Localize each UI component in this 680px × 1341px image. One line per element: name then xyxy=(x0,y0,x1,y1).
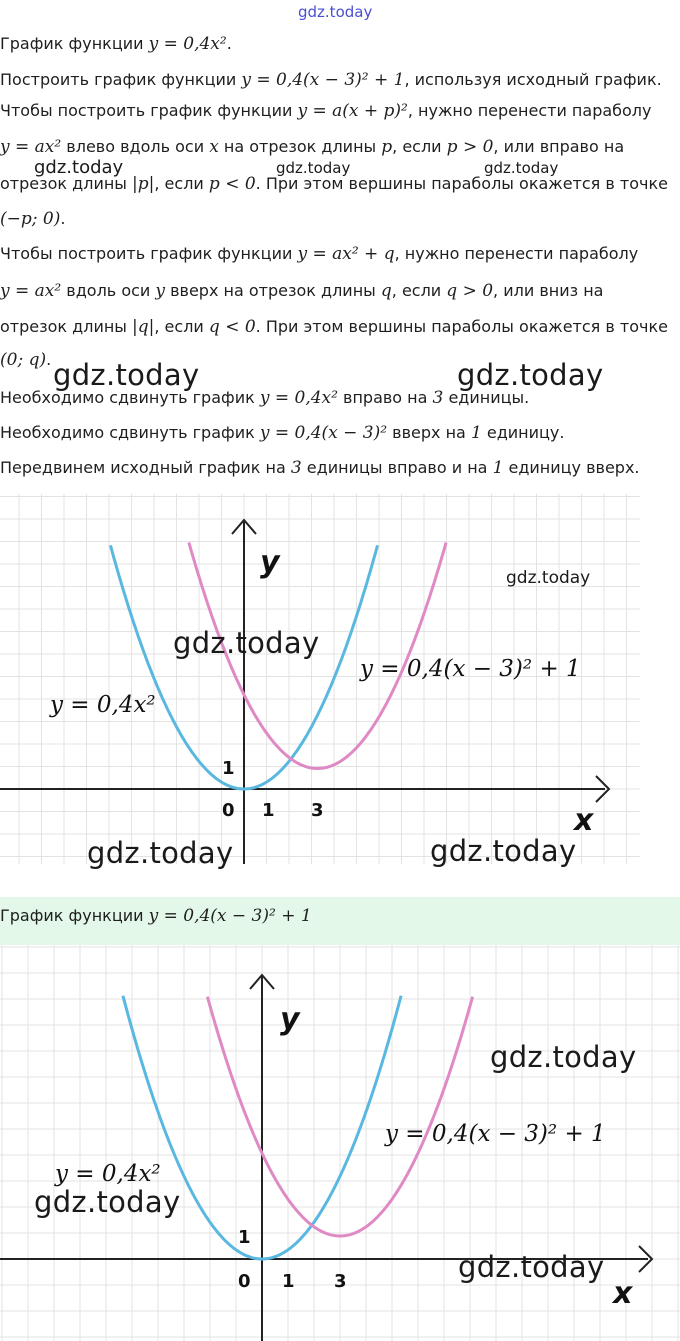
math-formula: y = 0,4x² xyxy=(148,34,227,54)
watermark: gdz.today xyxy=(484,159,559,177)
x-axis-label: x xyxy=(613,1276,633,1311)
shifted-curve-label: y = 0,4(x − 3)² + 1 xyxy=(385,1121,606,1147)
tick-x1-label: 1 xyxy=(282,1271,295,1292)
watermark: gdz.today xyxy=(490,1040,637,1074)
text-span: вверх на отрезок длины xyxy=(165,281,381,300)
text-span: Необходимо сдвинуть график xyxy=(0,388,260,407)
text-span: , нужно перенести параболу xyxy=(394,244,639,263)
math-formula: y = 0,4x² xyxy=(259,388,338,408)
text-span: Чтобы построить график функции xyxy=(0,244,298,263)
text-span: Передвинем исходный график на xyxy=(0,458,291,477)
watermark: gdz.today xyxy=(173,626,320,660)
text-span: , или вправо на xyxy=(493,137,625,156)
shifted-curve-label: y = 0,4(x − 3)² + 1 xyxy=(360,656,581,682)
text-span: вверх на xyxy=(387,423,471,442)
text-line-13 xyxy=(0,458,680,478)
math-formula: y = ax² xyxy=(0,137,62,157)
text-span: , нужно перенести параболу xyxy=(407,101,652,120)
watermark-top: gdz.today xyxy=(298,3,373,21)
text-span: отрезок длины xyxy=(0,174,133,193)
tick-x3-label: 3 xyxy=(311,800,324,821)
text-span: вдоль оси xyxy=(61,281,156,300)
origin-label: 0 xyxy=(238,1271,251,1292)
math-formula: q xyxy=(380,281,392,301)
text-span: единицу. xyxy=(481,423,565,442)
text-line-9 xyxy=(0,317,680,337)
text-span: вправо на xyxy=(337,388,433,407)
watermark: gdz.today xyxy=(87,836,234,870)
math-formula: 1 xyxy=(470,423,482,443)
x-axis-label: x xyxy=(574,803,594,838)
text-span: . xyxy=(226,34,232,53)
origin-label: 0 xyxy=(222,800,235,821)
math-formula: |p| xyxy=(132,174,155,194)
math-formula: p < 0 xyxy=(208,174,256,194)
graph-1 xyxy=(0,494,640,864)
math-formula: y = a(x + p)² xyxy=(297,101,408,121)
base-curve-label: y = 0,4x² xyxy=(55,1161,161,1187)
text-span: отрезок длины xyxy=(0,317,133,336)
watermark: gdz.today xyxy=(34,1185,181,1219)
text-span: Чтобы построить график функции xyxy=(0,101,298,120)
math-formula: y = 0,4(x − 3)² + 1 xyxy=(241,70,405,90)
text-span: , если xyxy=(392,137,447,156)
watermark: gdz.today xyxy=(34,157,124,178)
watermark: gdz.today xyxy=(276,159,351,177)
text-line-8 xyxy=(0,281,680,301)
math-formula: x xyxy=(209,137,219,157)
text-line-4 xyxy=(0,137,680,157)
text-span: влево вдоль оси xyxy=(61,137,210,156)
math-formula: q < 0 xyxy=(208,317,256,337)
tick-y1-label: 1 xyxy=(238,1227,251,1248)
y-axis-label: y xyxy=(260,545,280,580)
math-formula: y xyxy=(155,281,165,301)
answer-label: График функции xyxy=(0,906,149,925)
math-formula: y = ax² + q xyxy=(297,244,395,264)
y-axis-label: y xyxy=(280,1002,300,1037)
watermark: gdz.today xyxy=(506,568,591,588)
text-span: , или вниз на xyxy=(493,281,604,300)
base-curve-label: y = 0,4x² xyxy=(50,692,156,718)
text-span: Необходимо сдвинуть график xyxy=(0,423,260,442)
text-span: График функции xyxy=(0,34,149,53)
tick-y1-label: 1 xyxy=(222,758,235,779)
text-line-2 xyxy=(0,70,680,90)
text-line-7 xyxy=(0,244,680,264)
math-formula: p xyxy=(381,137,393,157)
math-formula: 3 xyxy=(432,388,444,408)
watermark: gdz.today xyxy=(53,358,200,392)
answer-formula: y = 0,4(x − 3)² + 1 xyxy=(148,906,312,926)
math-formula: (0; q) xyxy=(0,350,47,370)
answer-title xyxy=(0,905,312,927)
text-span: единицы вправо и на xyxy=(301,458,493,477)
text-line-12 xyxy=(0,423,680,443)
math-formula: p > 0 xyxy=(446,137,494,157)
text-span: Построить график функции xyxy=(0,70,242,89)
watermark: gdz.today xyxy=(430,834,577,868)
text-span: , используя исходный график. xyxy=(404,70,662,89)
tick-x1-label: 1 xyxy=(262,800,275,821)
math-formula: |q| xyxy=(132,317,155,337)
text-span: единицы. xyxy=(443,388,530,407)
text-span: , если xyxy=(391,281,447,300)
math-formula: y = ax² xyxy=(0,281,62,301)
text-line-6 xyxy=(0,209,680,229)
math-formula: (−p; 0) xyxy=(0,209,61,229)
watermark: gdz.today xyxy=(458,1250,605,1284)
text-span: , если xyxy=(154,317,209,336)
text-span: . xyxy=(46,350,52,369)
math-formula: q > 0 xyxy=(446,281,494,301)
watermark: gdz.today xyxy=(457,358,604,392)
text-span: на отрезок длины xyxy=(218,137,382,156)
math-formula: y = 0,4(x − 3)² xyxy=(259,423,388,443)
text-line-3 xyxy=(0,101,680,121)
text-span: , если xyxy=(154,174,209,193)
text-span: . xyxy=(60,209,66,228)
math-formula: 3 xyxy=(290,458,302,478)
text-span: . При этом вершины параболы окажется в точке xyxy=(255,317,668,336)
math-formula: 1 xyxy=(492,458,504,478)
text-span: единицу вверх. xyxy=(503,458,640,477)
text-span: . При этом вершины параболы окажется в точке xyxy=(255,174,668,193)
tick-x3-label: 3 xyxy=(334,1271,347,1292)
text-line-1 xyxy=(0,34,680,54)
